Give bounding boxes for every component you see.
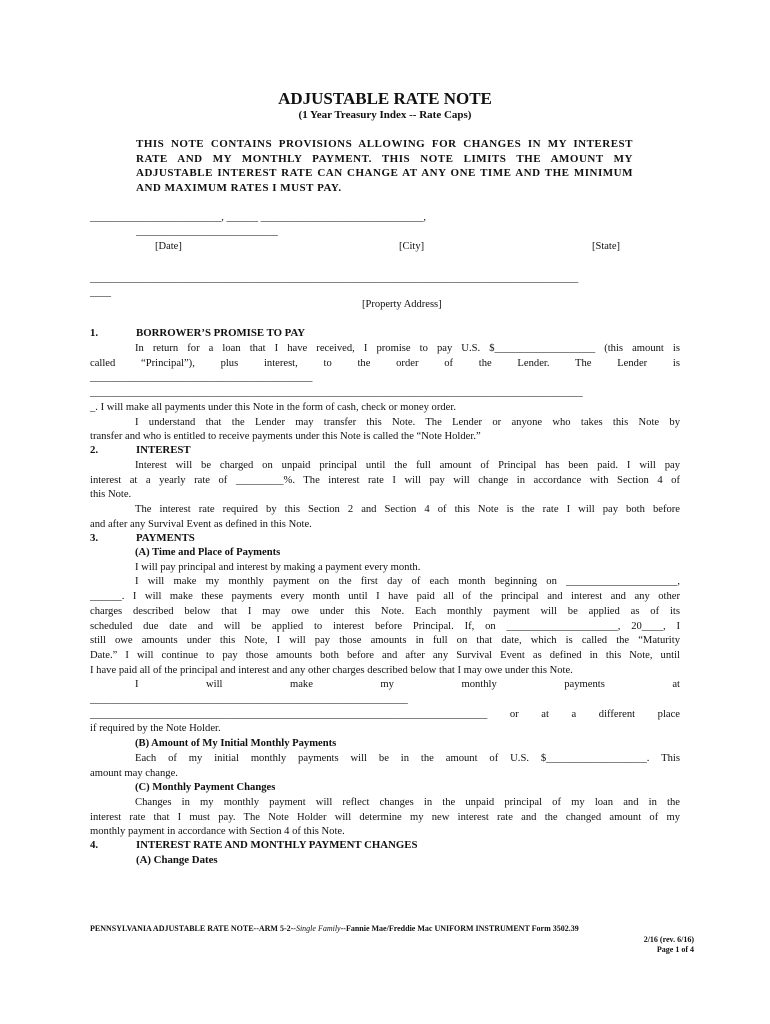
text-line: if required by the Note Holder. (90, 723, 221, 735)
section-1-heading: BORROWER’S PROMISE TO PAY (136, 327, 306, 339)
footer-form-id (90, 924, 579, 933)
payment-place-blank[interactable]: ____________________________________________________________ (90, 694, 408, 706)
section-4-heading: INTEREST RATE AND MONTHLY PAYMENT CHANGES (136, 839, 418, 851)
text-line: interest at a yearly rate of _________%. The interest rate I will pay will change in accordance with Section 4 of (90, 474, 680, 486)
text-line: amount may change. (90, 767, 178, 779)
text-line: I will make my monthly payments at (135, 679, 680, 691)
text-line: Interest will be charged on unpaid principal until the full amount of Principal has been paid. I will pay (135, 460, 680, 471)
text-line: called “Principal”), plus interest, to the order of the Lender. The Lender is (90, 357, 680, 369)
subsection-3c-heading: (C) Monthly Payment Changes (135, 782, 276, 794)
text-line: I will pay principal and interest by making a payment every month. (135, 561, 421, 573)
section-3-heading: PAYMENTS (136, 532, 195, 544)
property-address-label: [Property Address] (362, 299, 442, 310)
text-line: I have paid all of the principal and interest and any other charges described below that I may owe under this Note. (90, 664, 573, 676)
text-line: Date.” I will continue to pay those amounts both before and after any Survival Event as defined in this Note, until (90, 649, 680, 661)
lender-name-blank[interactable]: __________________________________________ (90, 372, 313, 384)
date-label: [Date] (155, 241, 182, 252)
text-line: and after any Survival Event as defined in this Note. (90, 518, 312, 530)
text-line: I will make my monthly payment on the first day of each month beginning on _____________________, (135, 576, 680, 588)
text-line: scheduled due date and will be applied to interest before Principal. If, on _____________________, 20____, I (90, 620, 680, 632)
text-line: this Note. (90, 489, 132, 501)
property-address-blank[interactable]: _____________________________________________________________________________________________ (90, 273, 579, 284)
document-title: ADJUSTABLE RATE NOTE (278, 89, 492, 108)
text-line: ______. I will make these payments every month until I have paid all of the principal and interest and any other (90, 591, 680, 603)
document-subtitle: (1 Year Treasury Index -- Rate Caps) (298, 109, 472, 121)
footer-form-instrument: --Fannie Mae/Freddie Mac UNIFORM INSTRUMENT Form 3502.39 (340, 924, 579, 933)
text-line: Each of my initial monthly payments will be in the amount of U.S. $___________________. This (135, 752, 680, 764)
section-1-body (90, 342, 680, 445)
date-city-state-blank-2[interactable]: ___________________________ (136, 226, 278, 237)
subsection-3b-heading: (B) Amount of My Initial Monthly Payments (135, 738, 337, 750)
text-line: The interest rate required by this Section 2 and Section 4 of this Note is the rate I will pay both before (135, 504, 680, 516)
subsection-3a-heading: (A) Time and Place of Payments (135, 547, 281, 558)
footer-form-family: Single Family (295, 924, 341, 933)
property-address-blank-tail[interactable]: ____ (90, 287, 111, 298)
footer-revision: 2/16 (rev. 6/16) (643, 935, 694, 944)
footer-page-number: Page 1 of 4 (656, 945, 694, 954)
text-line: still owe amounts under this Note, I will pay those amounts in full on that date, which is called the “Maturity (90, 635, 680, 647)
section-4-number: 4. (90, 839, 99, 851)
text-line: interest rate that I must pay. The Note Holder will determine my new interest rate and the changed amount of my (90, 811, 680, 823)
text-line: _. I will make all payments under this Note in the form of cash, check or money order. (90, 401, 456, 413)
footer-form-title: PENNSYLVANIA ADJUSTABLE RATE NOTE--ARM 5-2-- (90, 924, 296, 933)
text-line: monthly payment in accordance with Section 4 of this Note. (90, 826, 345, 838)
notice-paragraph: THIS NOTE CONTAINS PROVISIONS ALLOWING FOR CHANGES IN MY INTEREST RATE AND MY MONTHLY PAYMENT. THIS NOTE LIMITS THE AMOUNT MY ADJUSTABLE INTEREST RATE CAN CHANGE AT ANY ONE TIME AND THE MINIMUM AND MAXIMUM RATES I MUST PAY. (136, 138, 633, 194)
section-3-number: 3. (90, 532, 99, 544)
section-2-heading: INTEREST (136, 444, 191, 456)
text-line: charges described below that I may owe under this Note. Each monthly payment will be applied as of its (90, 605, 680, 617)
date-city-state-blank[interactable]: _________________________, ______ _______________________________, (90, 212, 426, 223)
section-3-body (90, 546, 680, 840)
text-line: In return for a loan that I have received, I promise to pay U.S. $___________________ (this amount is (135, 343, 680, 354)
city-label: [City] (399, 241, 425, 252)
text-line: Changes in my monthly payment will reflect changes in the unpaid principal of my loan and in the (135, 796, 680, 808)
section-2-body (90, 459, 680, 533)
state-label: [State] (592, 241, 620, 252)
section-1-number: 1. (90, 327, 99, 339)
text-line: I understand that the Lender may transfer this Note. The Lender or anyone who takes this Note by (135, 416, 680, 428)
lender-name-blank-2[interactable]: _____________________________________________________________________________________________ (90, 387, 583, 399)
section-2-number: 2. (90, 444, 99, 456)
subsection-4a-heading: (A) Change Dates (136, 854, 218, 866)
text-line: transfer and who is entitled to receive payments under this Note is called the “Note Holder.” (90, 431, 481, 443)
text-line: ___________________________________________________________________________ or at a different place (90, 708, 680, 720)
